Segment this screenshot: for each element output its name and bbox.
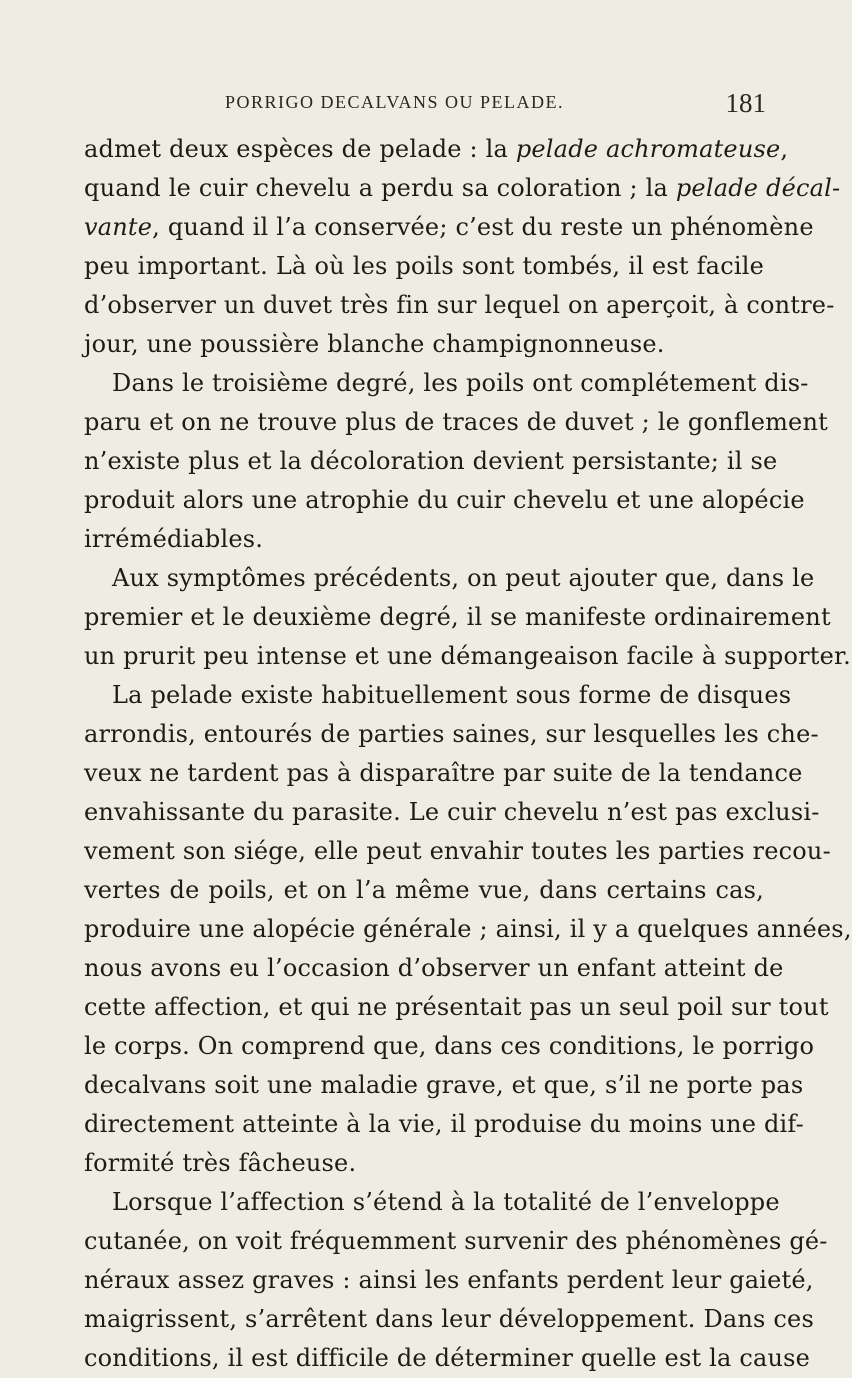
text-segment: nous avons eu l’occasion d’observer un enfant atteint de — [84, 954, 784, 982]
text-line — [84, 286, 835, 325]
text-segment: , quand il l’a conservée; c’est du reste un phénomène — [152, 213, 814, 241]
text-segment: n’existe plus et la décoloration devient persistante; il se — [84, 447, 778, 475]
text-line — [84, 754, 803, 793]
text-line — [84, 1261, 814, 1300]
italic-term: pelade décal- — [675, 174, 841, 202]
text-segment: Dans le troisième degré, les poils ont complétement dis- — [112, 369, 809, 397]
text-segment: irrémédiables. — [84, 525, 264, 553]
text-segment: vertes de poils, et on l’a même vue, dans certains cas, — [84, 876, 764, 904]
text-line — [84, 637, 851, 676]
text-line — [84, 481, 805, 520]
text-line — [84, 520, 764, 559]
text-line — [84, 910, 852, 949]
text-line — [84, 559, 815, 598]
text-line — [84, 208, 814, 247]
text-segment: veux ne tardent pas à disparaître par suite de la tendance — [84, 759, 803, 787]
text-segment: La pelade existe habituellement sous forme de disques — [112, 681, 792, 709]
text-line — [84, 988, 829, 1027]
text-segment: maigrissent, s’arrêtent dans leur développement. Dans ces — [84, 1305, 814, 1333]
text-line — [84, 247, 764, 286]
text-segment: néraux assez graves : ainsi les enfants perdent leur gaieté, — [84, 1266, 814, 1294]
text-segment: arrondis, entourés de parties saines, sur lesquelles les che- — [84, 720, 819, 748]
text-line — [84, 403, 828, 442]
text-line — [84, 364, 809, 403]
text-segment: conditions, il est difficile de déterminer quelle est la cause — [84, 1344, 811, 1372]
text-segment: le corps. On comprend que, dans ces conditions, le porrigo — [84, 1032, 815, 1060]
text-line — [84, 793, 820, 832]
text-segment: un prurit peu intense et une démangeaison facile à supporter. — [84, 642, 851, 670]
text-segment: cette affection, et qui ne présentait pas un seul poil sur tout — [84, 993, 829, 1021]
text-line — [84, 130, 789, 169]
text-segment: , — [780, 135, 789, 163]
text-line — [84, 598, 831, 637]
text-segment: directement atteinte à la vie, il produise du moins une dif- — [84, 1110, 804, 1138]
text-line — [84, 676, 792, 715]
text-segment: peu important. Là où les poils sont tombés, il est facile — [84, 252, 764, 280]
text-segment: formité très fâcheuse. — [84, 1149, 357, 1177]
text-line — [84, 871, 764, 910]
text-line — [84, 832, 831, 871]
text-line — [84, 715, 819, 754]
text-line — [84, 442, 778, 481]
text-segment: produire une alopécie générale ; ainsi, il y a quelques années, — [84, 915, 852, 943]
text-line — [84, 1144, 764, 1183]
text-segment: d’observer un duvet très fin sur lequel on aperçoit, à contre- — [84, 291, 835, 319]
text-line — [84, 169, 841, 208]
text-line — [84, 1339, 811, 1378]
text-segment: Lorsque l’affection s’étend à la totalité de l’enveloppe — [112, 1188, 780, 1216]
italic-term: vante — [84, 213, 153, 241]
text-line — [84, 1300, 814, 1339]
text-segment: admet deux espèces de pelade : la — [84, 135, 516, 163]
text-segment: premier et le deuxième degré, il se manifeste ordinairement — [84, 603, 831, 631]
page-header — [0, 88, 800, 120]
running-head: PORRIGO DECALVANS OU PELADE. — [225, 92, 565, 112]
page-number: 181 — [725, 88, 766, 118]
text-segment: cutanée, on voit fréquemment survenir des phénomènes gé- — [84, 1227, 828, 1255]
text-segment: vement son siége, elle peut envahir toutes les parties recou- — [84, 837, 831, 865]
text-segment: quand le cuir chevelu a perdu sa coloration ; la — [84, 174, 676, 202]
text-line — [84, 1066, 804, 1105]
body-text — [84, 130, 852, 1378]
text-segment: jour, une poussière blanche champignonneuse. — [84, 330, 665, 358]
text-segment: decalvans soit une maladie grave, et que, s’il ne porte pas — [84, 1071, 804, 1099]
text-segment: Aux symptômes précédents, on peut ajouter que, dans le — [112, 564, 815, 592]
text-segment: paru et on ne trouve plus de traces de duvet ; le gonflement — [84, 408, 828, 436]
text-line — [84, 949, 784, 988]
text-line — [84, 1027, 815, 1066]
italic-term: pelade achromateuse — [515, 135, 781, 163]
text-segment: produit alors une atrophie du cuir chevelu et une alopécie — [84, 486, 805, 514]
text-line — [84, 1222, 828, 1261]
text-line — [84, 1183, 780, 1222]
text-line — [84, 325, 764, 364]
text-segment: envahissante du parasite. Le cuir chevelu n’est pas exclusi- — [84, 798, 820, 826]
text-line — [84, 1105, 804, 1144]
